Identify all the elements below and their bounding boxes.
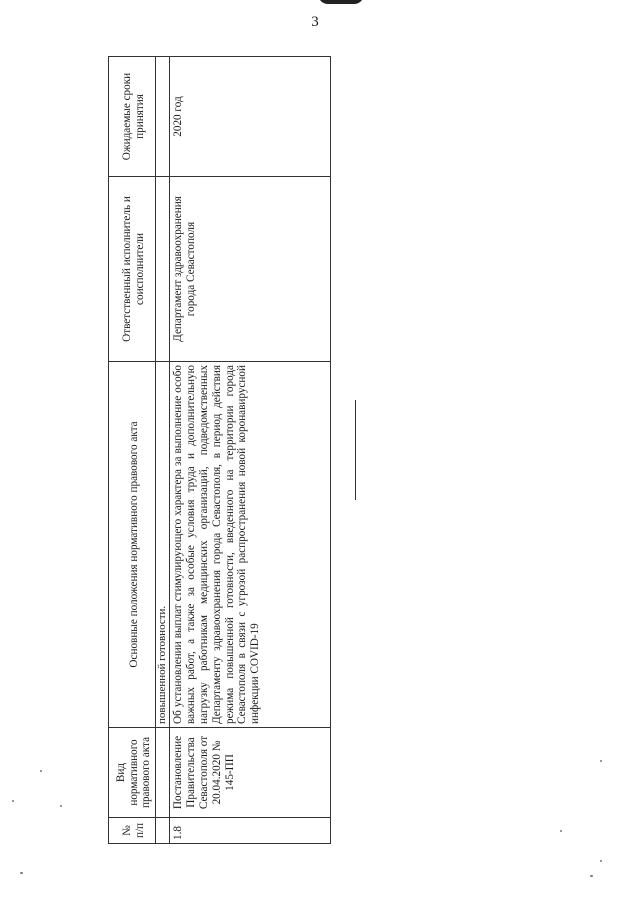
scan-speck [600, 860, 602, 862]
cell-empty [156, 177, 170, 362]
page-number: 3 [311, 14, 319, 30]
rotated-table-wrapper [108, 57, 330, 844]
cell-act-type: Постановление Правительства Севастополя от 20.04.2020 № 145-ПП [170, 728, 331, 818]
cell-provisions: Об установлении выплат стимулирующего характера за выполнение особо важных работ, а также за особые условия труда и дополнительную нагрузку работникам медицинских организаций, подведомственных Департаменту здравоохранения города Севастополя, в период действия режима повышенной готовности, введенного на территории города Севастополя в связи с угрозой распространения новой коронавирусной инфекции COVID-19 [170, 362, 331, 728]
scan-speck [590, 875, 593, 877]
cell-num: 1.8 [170, 818, 331, 844]
scan-speck [600, 760, 602, 762]
cell-deadline: 2020 год [170, 57, 331, 177]
rotated-table-frame [108, 57, 330, 844]
separator-line [355, 400, 356, 500]
header-deadline: Ожидаемые сроки принятия [109, 57, 156, 177]
scan-speck [20, 872, 23, 874]
cell-empty [156, 818, 170, 844]
scan-speck [60, 805, 62, 807]
normative-acts-table [108, 56, 331, 844]
header-responsible: Ответственный исполнитель и соисполнители [109, 177, 156, 362]
scan-speck [12, 800, 14, 802]
table-row [170, 57, 331, 844]
cell-responsible: Департамент здравоохранения города Севастополя [170, 177, 331, 362]
table-row-continuation [156, 57, 170, 844]
scan-speck [40, 770, 42, 772]
header-act-type: Вид нормативного правового акта [109, 728, 156, 818]
cell-provisions-continuation: повышенной готовности. [156, 362, 170, 728]
header-provisions: Основные положения нормативного правового акта [109, 362, 156, 728]
scan-speck [560, 830, 562, 832]
cell-empty [156, 728, 170, 818]
scan-artifact [318, 0, 364, 4]
table-header-row [109, 57, 156, 844]
header-num: № п/п [109, 818, 156, 844]
cell-empty [156, 57, 170, 177]
